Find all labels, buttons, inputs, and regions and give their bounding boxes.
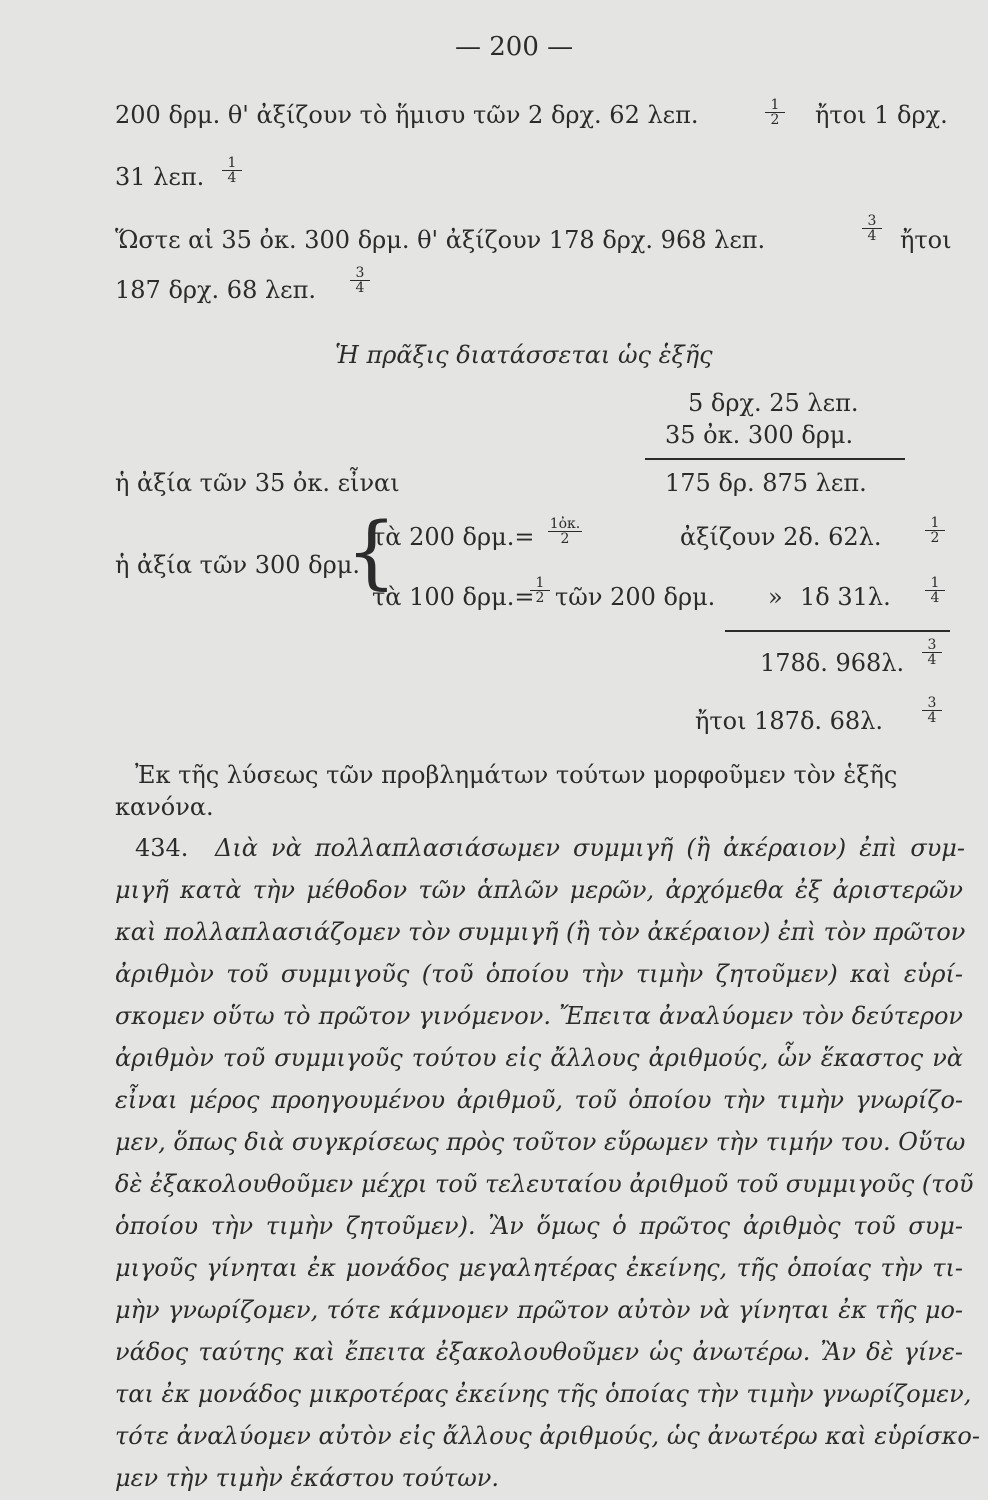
- section-line: μεν τὴν τιμὴν ἑκάστου τούτων.: [115, 1464, 499, 1492]
- value-35-label: ἡ ἀξία τῶν 35 ὀκ. εἶναι: [115, 469, 400, 497]
- row-b-quote: »: [768, 583, 783, 611]
- fraction-denominator: 4: [862, 228, 882, 243]
- section-line: νάδος ταύτης καὶ ἔπειτα ἐξακολουθοῦμεν ὡς ἀνωτέρω. Ἂν δὲ γίνε-: [115, 1338, 963, 1366]
- section-line: καὶ πολλαπλασιάζομεν τὸν συμμιγῆ (ἢ τὸν ἀκέραιον) ἐπὶ τὸν πρῶτον: [115, 918, 966, 946]
- calc-result: ἤτοι 187δ. 68λ.: [695, 707, 884, 735]
- section-line: Διὰ νὰ πολλαπλασιάσωμεν συμμιγῆ (ἢ ἀκέραιον) ἐπὶ συμ-: [215, 834, 965, 862]
- fraction-numerator: 3: [355, 265, 365, 281]
- fraction: [350, 266, 370, 295]
- section-line: μεν, ὅπως διὰ συγκρίσεως πρὸς τοῦτον εὕρωμεν τὴν τιμήν του. Οὕτω: [115, 1128, 966, 1156]
- section-line: ὁποίου τὴν τιμὴν ζητοῦμεν). Ἂν ὅμως ὁ πρῶτος ἀριθμὸς τοῦ συμ-: [115, 1212, 963, 1240]
- intro-line-3: Ὥστε αἱ 35 ὀκ. 300 δρμ. θ' ἀξίζουν 178 δρχ. 968 λεπ.: [115, 226, 766, 254]
- fraction-numerator: 1ὀκ.: [549, 516, 581, 532]
- calc-heading: Ἡ πρᾶξις διατάσσεται ὡς ἑξῆς: [335, 341, 713, 369]
- fraction-numerator: 1: [535, 575, 545, 591]
- intro-line-1-end: ἤτοι 1 δρχ.: [815, 101, 948, 129]
- section-line: ἀριθμὸν τοῦ συμμιγοῦς (τοῦ ὁποίου τὴν τιμὴν ζητοῦμεν) καὶ εὑρί-: [115, 960, 963, 988]
- fraction-denominator: 2: [765, 112, 785, 127]
- fraction-numerator: 3: [927, 637, 937, 653]
- calc-row-1: 5 δρχ. 25 λεπ.: [688, 389, 859, 417]
- fraction: [922, 696, 942, 725]
- row-b-mid: τῶν 200 δρμ.: [555, 583, 716, 611]
- fraction-numerator: 1: [770, 97, 780, 113]
- fraction-denominator: 4: [922, 652, 942, 667]
- intro-line-4: 187 δρχ. 68 λεπ.: [115, 276, 317, 304]
- rule: [725, 630, 950, 632]
- row-a-left: τὰ 200 δρμ.=: [372, 523, 535, 551]
- section-line: μὴν γνωρίζομεν, τότε κάμνομεν πρῶτον αὐτὸν νὰ γίνηται ἐκ τῆς μο-: [115, 1296, 963, 1324]
- section-line: δὲ ἐξακολουθοῦμεν μέχρι τοῦ τελευταίου ἀριθμοῦ τοῦ συμμιγοῦς (τοῦ: [115, 1170, 974, 1198]
- fraction-denominator: 2: [548, 531, 582, 546]
- fraction-denominator: 2: [925, 530, 945, 545]
- fraction-denominator: 4: [350, 280, 370, 295]
- section-line: ται ἐκ μονάδος μικροτέρας ἐκείνης τῆς ὁποίας τὴν τιμὴν γνωρίζομεν,: [115, 1380, 972, 1408]
- conclusion-line-1: Ἐκ τῆς λύσεως τῶν προβλημάτων τούτων μορφοῦμεν τὸν ἑξῆς: [135, 761, 898, 789]
- section-number: 434.: [135, 834, 189, 862]
- fraction-denominator: 4: [922, 710, 942, 725]
- fraction: [222, 156, 242, 185]
- conclusion-line-2: κανόνα.: [115, 793, 214, 821]
- fraction-denominator: 4: [925, 590, 945, 605]
- page-number: — 200 —: [455, 32, 574, 62]
- fraction-numerator: 3: [927, 695, 937, 711]
- calc-sum: 178δ. 968λ.: [760, 649, 905, 677]
- row-a-right: ἀξίζουν 2δ. 62λ.: [680, 523, 882, 551]
- row-b-right: 1δ 31λ.: [800, 583, 891, 611]
- fraction-numerator: 1: [930, 515, 940, 531]
- section-line: μιγοῦς γίνηται ἐκ μονάδος μεγαλητέρας ἐκείνης, τῆς ὁποίας τὴν τι-: [115, 1254, 963, 1282]
- fraction: [925, 516, 945, 545]
- fraction: [922, 638, 942, 667]
- rule: [645, 458, 905, 460]
- fraction-numerator: 1: [930, 575, 940, 591]
- fraction: [925, 576, 945, 605]
- intro-line-3-end: ἤτοι: [900, 226, 952, 254]
- fraction-numerator: 1: [227, 155, 237, 171]
- brace: {: [346, 505, 397, 598]
- row-b-left: τὰ 100 δρμ.=: [372, 583, 535, 611]
- fraction: [530, 576, 550, 605]
- intro-line-1: 200 δρμ. θ' ἀξίζουν τὸ ἥμισυ τῶν 2 δρχ. 62 λεπ.: [115, 101, 699, 129]
- section-line: τότε ἀναλύομεν αὐτὸν εἰς ἄλλους ἀριθμούς, ὡς ἀνωτέρω καὶ εὑρίσκο-: [115, 1422, 980, 1450]
- calc-row-3: 175 δρ. 875 λεπ.: [665, 469, 867, 497]
- section-line: ἀριθμὸν τοῦ συμμιγοῦς τούτου εἰς ἄλλους ἀριθμούς, ὧν ἕκαστος νὰ: [115, 1044, 963, 1072]
- value-300-label: ἡ ἀξία τῶν 300 δρμ.: [115, 551, 360, 579]
- intro-line-2: 31 λεπ.: [115, 163, 205, 191]
- fraction-denominator: 4: [222, 170, 242, 185]
- fraction: [862, 214, 882, 243]
- fraction: [548, 517, 582, 546]
- section-line: εἶναι μέρος προηγουμένου ἀριθμοῦ, τοῦ ὁποίου τὴν τιμὴν γνωρίζο-: [115, 1086, 963, 1114]
- fraction: [765, 98, 785, 127]
- section-line: μιγῆ κατὰ τὴν μέθοδον τῶν ἁπλῶν μερῶν, ἀρχόμεθα ἐξ ἀριστερῶν: [115, 876, 963, 904]
- section-line: σκομεν οὕτω τὸ πρῶτον γινόμενον. Ἔπειτα ἀναλύομεν τὸν δεύτερον: [115, 1002, 963, 1030]
- calc-row-2: 35 ὀκ. 300 δρμ.: [665, 421, 854, 449]
- fraction-numerator: 3: [867, 213, 877, 229]
- fraction-denominator: 2: [530, 590, 550, 605]
